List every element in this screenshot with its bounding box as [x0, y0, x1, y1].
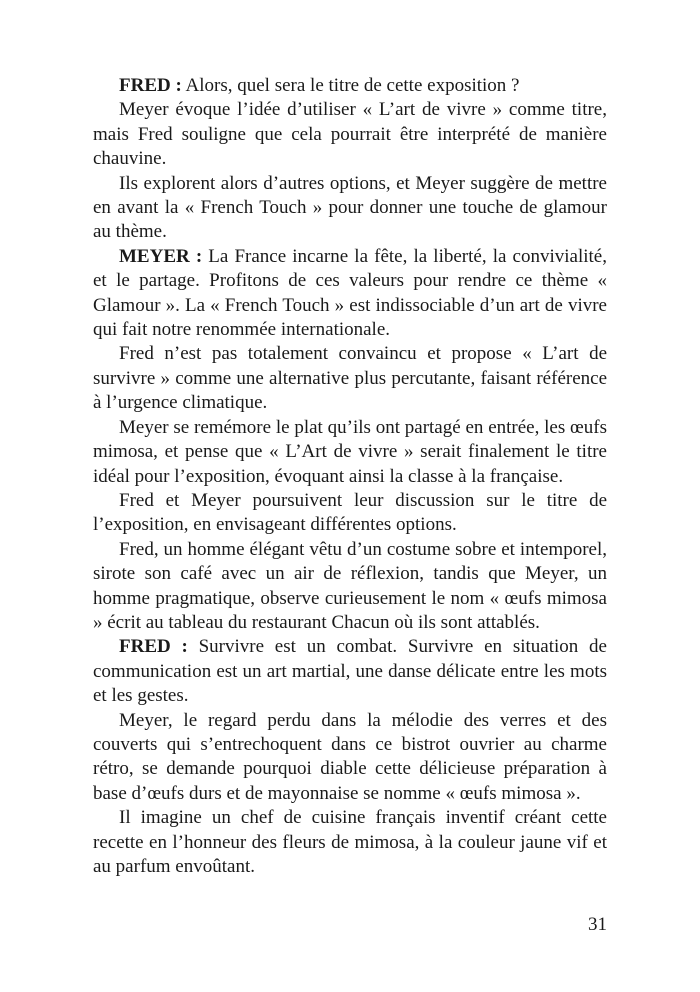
paragraph [93, 489, 607, 538]
paragraph-text: Ils explorent alors d’autres options, et Meyer suggère de mettre en avant la « French Touch » pour donner une touche de glamour au thème. [93, 172, 607, 243]
paragraph [93, 342, 607, 415]
speaker-label: FRED : [119, 636, 188, 658]
paragraph [93, 635, 607, 708]
paragraph [93, 416, 607, 489]
paragraph [93, 709, 607, 807]
paragraph [93, 538, 607, 636]
page-number: 31 [588, 914, 607, 935]
paragraph [93, 806, 607, 879]
paragraph-text: Survivre est un combat. Survivre en situation de communication est un art martial, une danse délicate entre les mots et les gestes. [93, 636, 607, 707]
paragraph-text: Fred et Meyer poursuivent leur discussion sur le titre de l’exposition, en envisageant différentes options. [93, 489, 607, 536]
paragraph [93, 98, 607, 171]
speaker-label: FRED : [119, 75, 182, 96]
paragraph [93, 245, 607, 343]
body-text [93, 74, 607, 879]
paragraph-text: La France incarne la fête, la liberté, la convivialité, et le partage. Profitons de ces valeurs pour rendre ce thème « Glamour ». La « French Touch » est indissociable d’un art de vivre qui fait notre renommée internationale. [93, 245, 607, 341]
paragraph-text: Il imagine un chef de cuisine français inventif créant cette recette en l’honneur des fleurs de mimosa, à la couleur jaune vif et au parfum envoûtant. [93, 807, 607, 877]
paragraph-text: Meyer se remémore le plat qu’ils ont partagé en entrée, les œufs mimosa, et pense que « L’Art de vivre » serait finalement le titre idéal pour l’exposition, évoquant ainsi la classe à la française. [93, 416, 607, 487]
paragraph-text: Meyer, le regard perdu dans la mélodie des verres et des couverts qui s’entrechoquent dans ce bistrot ouvrier au charme rétro, se demande pourquoi diable cette délicieuse préparation à base d’œufs durs et de mayonnaise se nomme « œufs mimosa ». [93, 709, 607, 804]
paragraph-text: Fred, un homme élégant vêtu d’un costume sobre et intemporel, sirote son café avec un air de réflexion, tandis que Meyer, un homme pragmatique, observe curieusement le nom « œufs mimosa » écrit au tableau du restaurant Chacun où ils sont attablés. [93, 538, 607, 633]
paragraph-text: Alors, quel sera le titre de cette exposition ? [181, 75, 520, 96]
paragraph [93, 74, 607, 98]
speaker-label: MEYER : [119, 245, 203, 267]
paragraph [93, 172, 607, 245]
paragraph-text: Meyer évoque l’idée d’utiliser « L’art de vivre » comme titre, mais Fred souligne que cela pourrait être interprété de manière chauvine. [93, 99, 607, 170]
paragraph-text: Fred n’est pas totalement convaincu et propose « L’art de survivre » comme une alternative plus percutante, faisant référence à l’urgence climatique. [93, 343, 607, 414]
